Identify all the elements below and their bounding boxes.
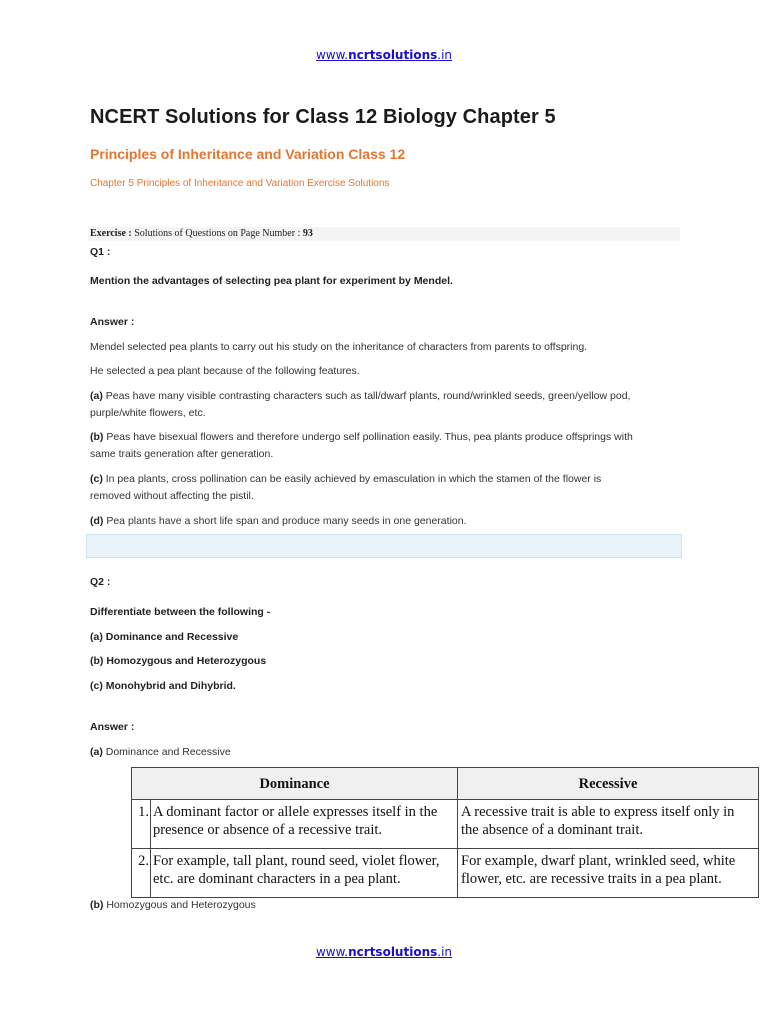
q2-answer-label: Answer : — [90, 721, 135, 733]
q2-item-b: (b) Homozygous and Heterozygous — [90, 655, 267, 667]
site-prefix: www. — [315, 945, 349, 959]
exercise-page-number: 93 — [302, 228, 313, 239]
point-marker: (b) — [90, 431, 104, 443]
exercise-text: Solutions of Questions on Page Number : — [134, 228, 301, 239]
part-text: Homozygous and Heterozygous — [103, 899, 256, 911]
answer-placeholder-box — [86, 534, 682, 558]
point-text: In pea plants, cross pollination can be easily achieved by emasculation in which the stamen of the flower is — [102, 473, 602, 485]
q1-point-b — [90, 429, 690, 462]
q2-item-a: (a) Dominance and Recessive — [90, 631, 239, 643]
dominance-cell: A dominant factor or allele expresses itself in the presence or absence of a recessive trait. — [151, 800, 458, 849]
q1-point-c — [90, 471, 690, 504]
point-marker: (d) — [90, 515, 104, 527]
point-marker: (a) — [90, 390, 103, 402]
exercise-bar — [88, 227, 680, 241]
row-number: 2. — [132, 849, 151, 898]
site-suffix: .in — [437, 945, 453, 959]
recessive-cell: For example, dwarf plant, wrinkled seed, white flower, etc. are recessive traits in a pea plant. — [458, 849, 759, 898]
table-header-recessive: Recessive — [458, 768, 759, 800]
point-text: Peas have many visible contrasting characters such as tall/dwarf plants, round/wrinkled seeds, green/yellow pod, — [102, 390, 631, 402]
point-text-cont: purple/white flowers, etc. — [90, 406, 206, 419]
q1-para-2: He selected a pea plant because of the following features. — [90, 365, 360, 377]
recessive-cell: A recessive trait is able to express itself only in the absence of a dominant trait. — [458, 800, 759, 849]
header-site-link[interactable] — [0, 48, 768, 62]
q1-answer-label: Answer : — [90, 316, 135, 328]
point-text: Pea plants have a short life span and produce many seeds in one generation. — [103, 515, 467, 527]
site-prefix: www. — [315, 48, 349, 62]
q1-label: Q1 : — [90, 246, 111, 258]
site-name: ncrtsolutions — [348, 945, 438, 959]
row-number: 1. — [132, 800, 151, 849]
table-row — [132, 849, 759, 898]
point-text-cont: removed without affecting the pistil. — [90, 489, 254, 502]
site-suffix: .in — [437, 48, 453, 62]
part-text: Dominance and Recessive — [102, 746, 231, 758]
exercise-label: Exercise : — [90, 228, 132, 239]
q1-point-a — [90, 388, 690, 421]
q1-point-d — [90, 513, 690, 530]
part-marker: (a) — [90, 746, 103, 758]
table-header-dominance: Dominance — [132, 768, 458, 800]
point-text-cont: same traits generation after generation. — [90, 447, 274, 460]
q2-part-b-heading — [90, 897, 690, 914]
dominance-cell: For example, tall plant, round seed, violet flower, etc. are dominant characters in a pea plant. — [151, 849, 458, 898]
q2-item-c: (c) Monohybrid and Dihybrid. — [90, 680, 236, 692]
point-text: Peas have bisexual flowers and therefore undergo self pollination easily. Thus, pea plants produce offsprings with — [103, 431, 633, 443]
q1-question: Mention the advantages of selecting pea plant for experiment by Mendel. — [90, 275, 453, 287]
q2-part-a-heading — [90, 744, 690, 761]
q2-label: Q2 : — [90, 576, 111, 588]
dominance-recessive-table — [131, 767, 759, 898]
q2-question: Differentiate between the following - — [90, 606, 271, 618]
footer-site-link[interactable] — [0, 945, 768, 959]
page-subtitle: Principles of Inheritance and Variation Class 12 — [90, 146, 406, 162]
part-marker: (b) — [90, 899, 104, 911]
point-marker: (c) — [90, 473, 103, 485]
chapter-description: Chapter 5 Principles of Inheritance and Variation Exercise Solutions — [90, 178, 390, 189]
table-row — [132, 800, 759, 849]
q1-para-1: Mendel selected pea plants to carry out his study on the inheritance of characters from parents to offspring. — [90, 341, 588, 353]
site-name: ncrtsolutions — [348, 48, 438, 62]
page-title: NCERT Solutions for Class 12 Biology Chapter 5 — [90, 106, 556, 128]
